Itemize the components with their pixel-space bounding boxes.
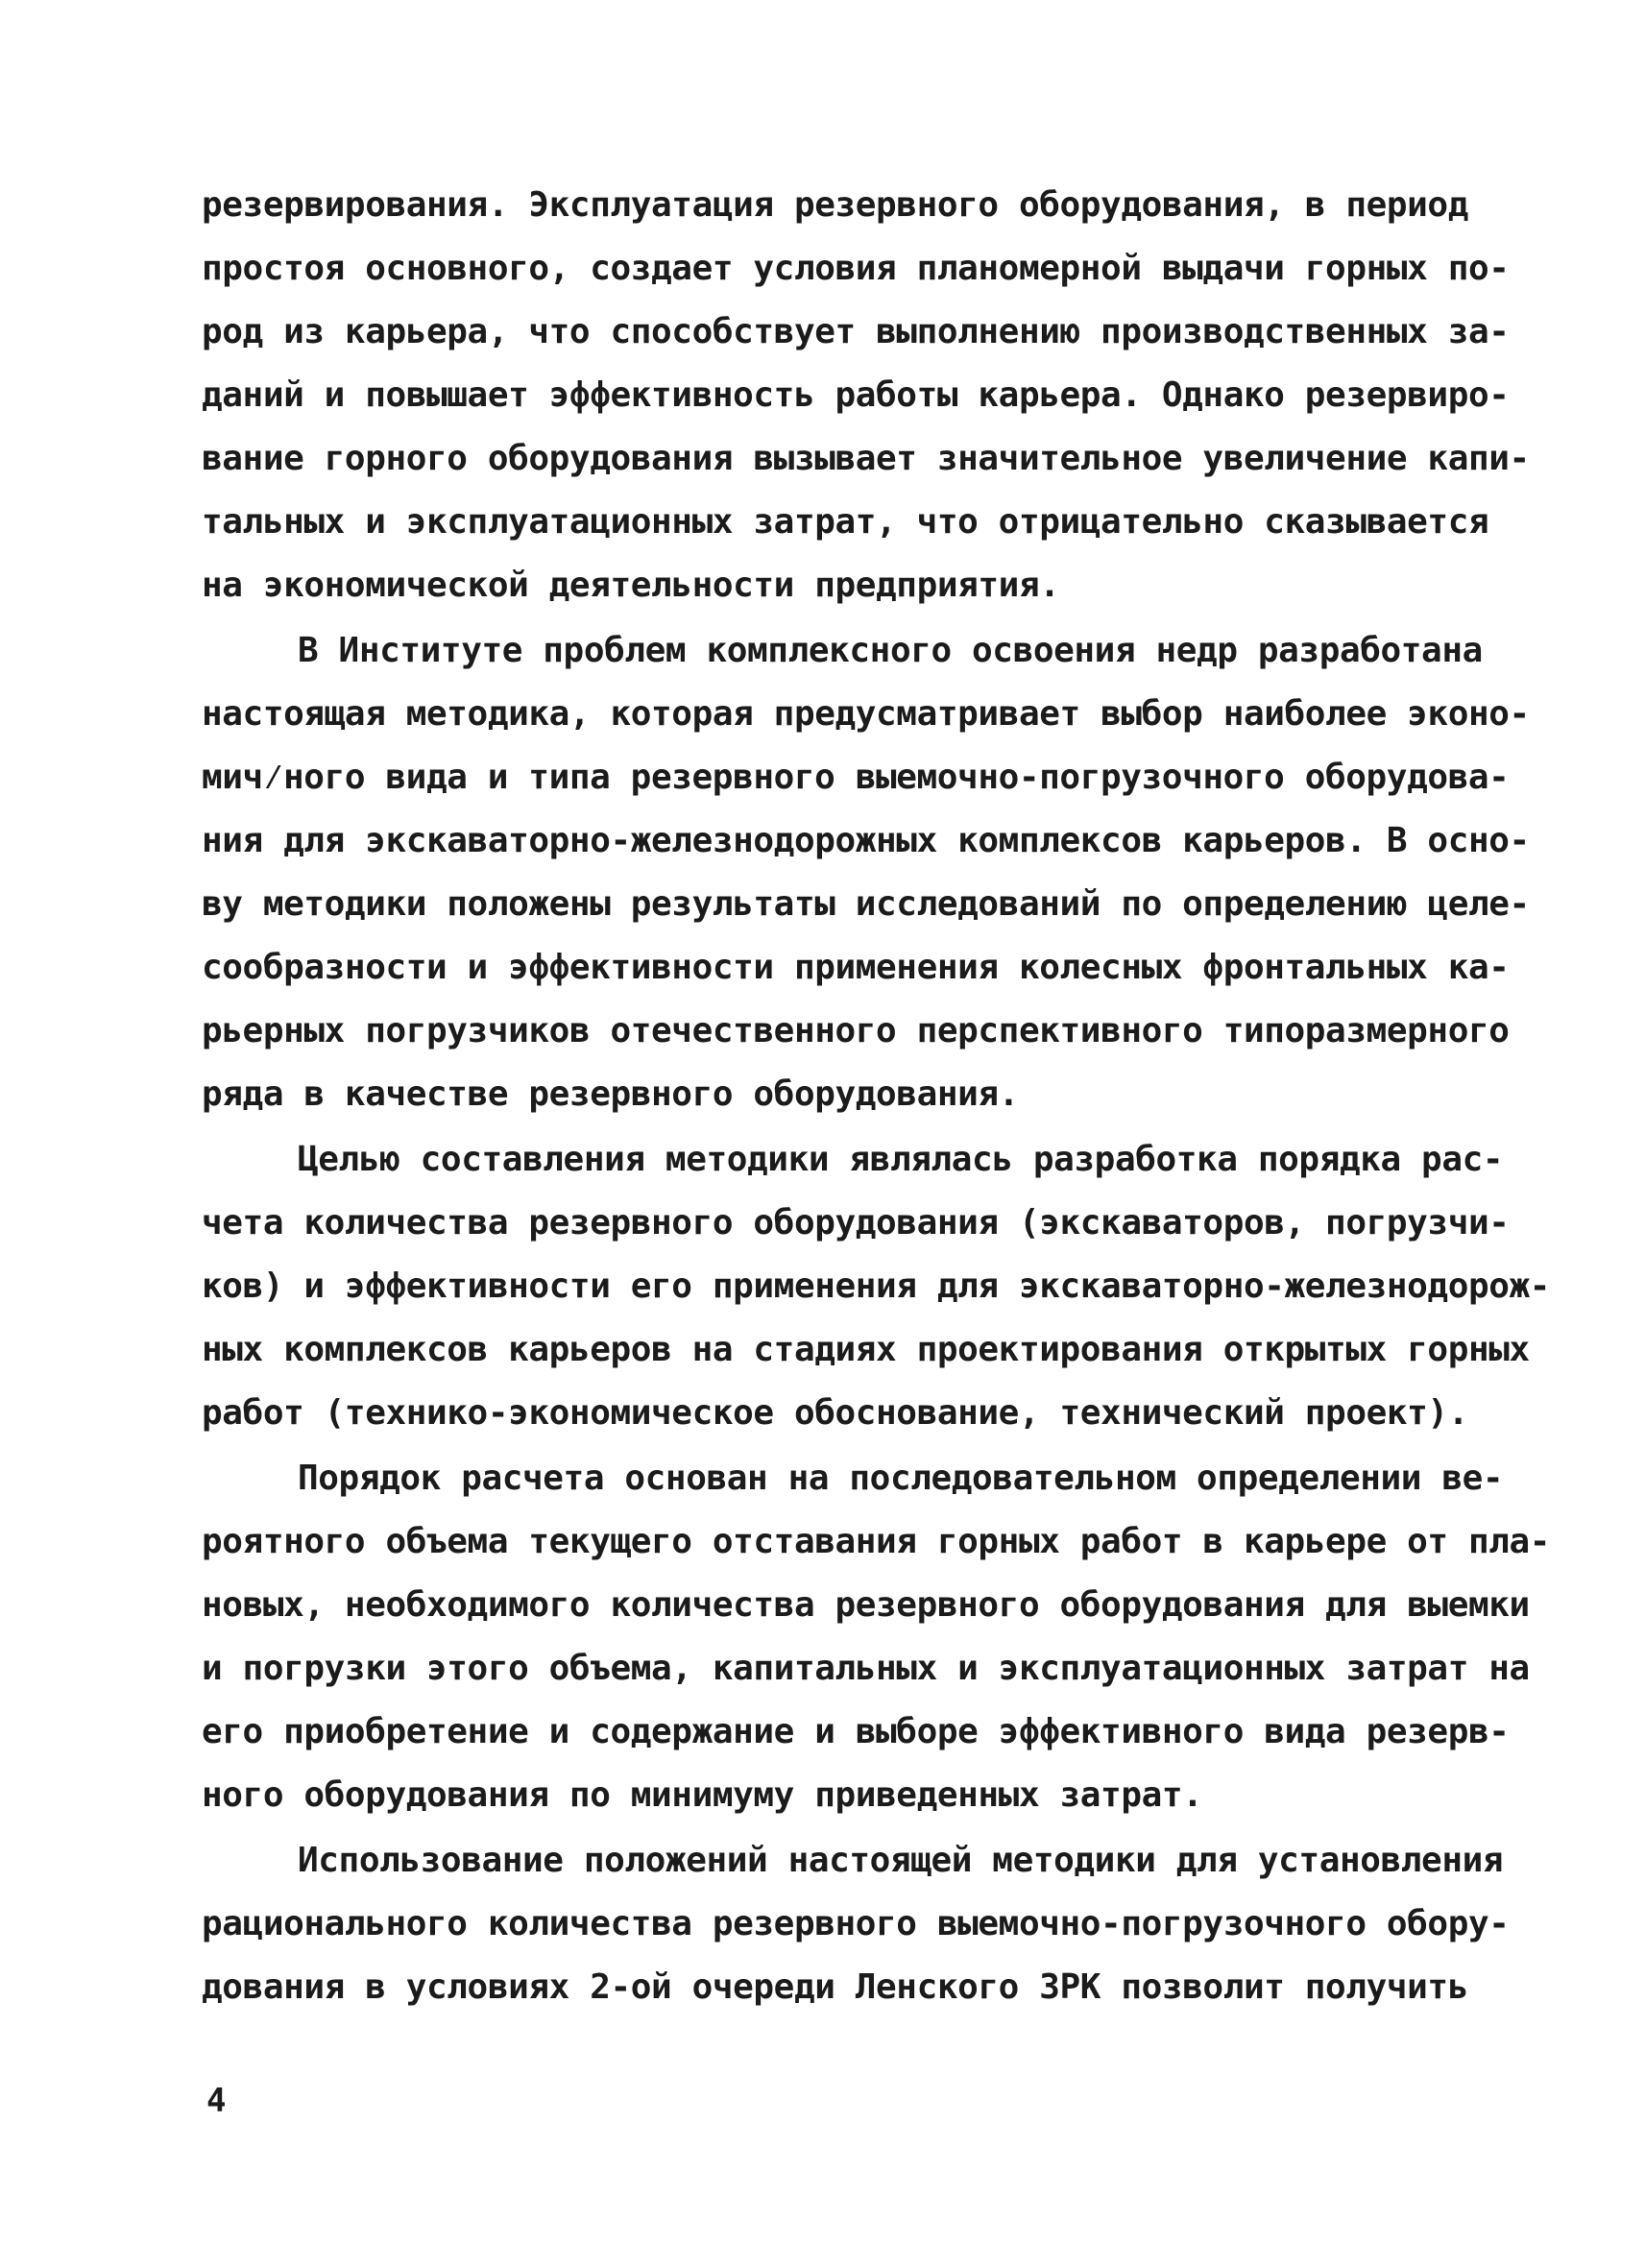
text-line: простоя основного, создает условия планомерной выдачи горных по- (202, 249, 1510, 288)
text-line: роятного объема текущего отставания горных работ в карьере от пла- (202, 1522, 1551, 1561)
text-line: ных комплексов карьеров на стадиях проектирования открытых горных (202, 1330, 1530, 1369)
text-line: мич⁄ного вида и типа резервного выемочно-погрузочного оборудова- (202, 758, 1510, 797)
text-line: вание горного оборудования вызывает значительное увеличение капи- (202, 439, 1530, 478)
text-line: ков) и эффективности его применения для экскаваторно-железнодорож- (202, 1267, 1551, 1306)
text-line: даний и повышает эффективность работы карьера. Однако резервиро- (202, 375, 1510, 415)
text-line: род из карьера, что способствует выполнению производственных за- (202, 312, 1510, 351)
text-line: новых, необходимого количества резервного оборудования для выемки (202, 1585, 1530, 1625)
text-line: и погрузки этого объема, капитальных и эксплуатационных затрат на (202, 1649, 1530, 1688)
text-line: Порядок расчета основан на последовательном определении ве- (298, 1459, 1504, 1498)
text-line: его приобретение и содержание и выборе эффективного вида резерв- (202, 1712, 1510, 1751)
text-line: сообразности и эффективности применения колесных фронтальных ка- (202, 948, 1510, 987)
text-line: В Институте проблем комплексного освоения недр разработана (298, 631, 1483, 670)
text-line: работ (технико-экономическое обоснование, технический проект). (202, 1393, 1468, 1433)
text-line: тальных и эксплуатационных затрат, что отрицательно сказывается (202, 502, 1489, 542)
text-line: ряда в качестве резервного оборудования. (202, 1074, 1019, 1114)
text-line: настоящая методика, которая предусматривает выбор наиболее эконо- (202, 694, 1530, 734)
text-line: на экономической деятельности предприятия. (202, 566, 1060, 605)
text-line: ния для экскаваторно-железнодорожных комплексов карьеров. В осно- (202, 821, 1530, 860)
text-line: резервирования. Эксплуатация резервного оборудования, в период (202, 185, 1468, 225)
text-line: чета количества резервного оборудования (экскаваторов, погрузчи- (202, 1203, 1510, 1243)
text-line: рационального количества резервного выемочно-погрузочного обору- (202, 1904, 1510, 1943)
text-line: Использование положений настоящей методики для установления (298, 1841, 1504, 1880)
page-number: 4 (206, 2082, 227, 2120)
text-line: рьерных погрузчиков отечественного перспективного типоразмерного (202, 1011, 1510, 1050)
text-line: дования в условиях 2-ой очереди Ленского ЗРК позволит получить (202, 1967, 1468, 2007)
text-line: ного оборудования по минимуму приведенных затрат. (202, 1775, 1203, 1815)
text-line: Целью составления методики являлась разработка порядка рас- (298, 1140, 1504, 1179)
text-line: ву методики положены результаты исследований по определению целе- (202, 884, 1530, 924)
